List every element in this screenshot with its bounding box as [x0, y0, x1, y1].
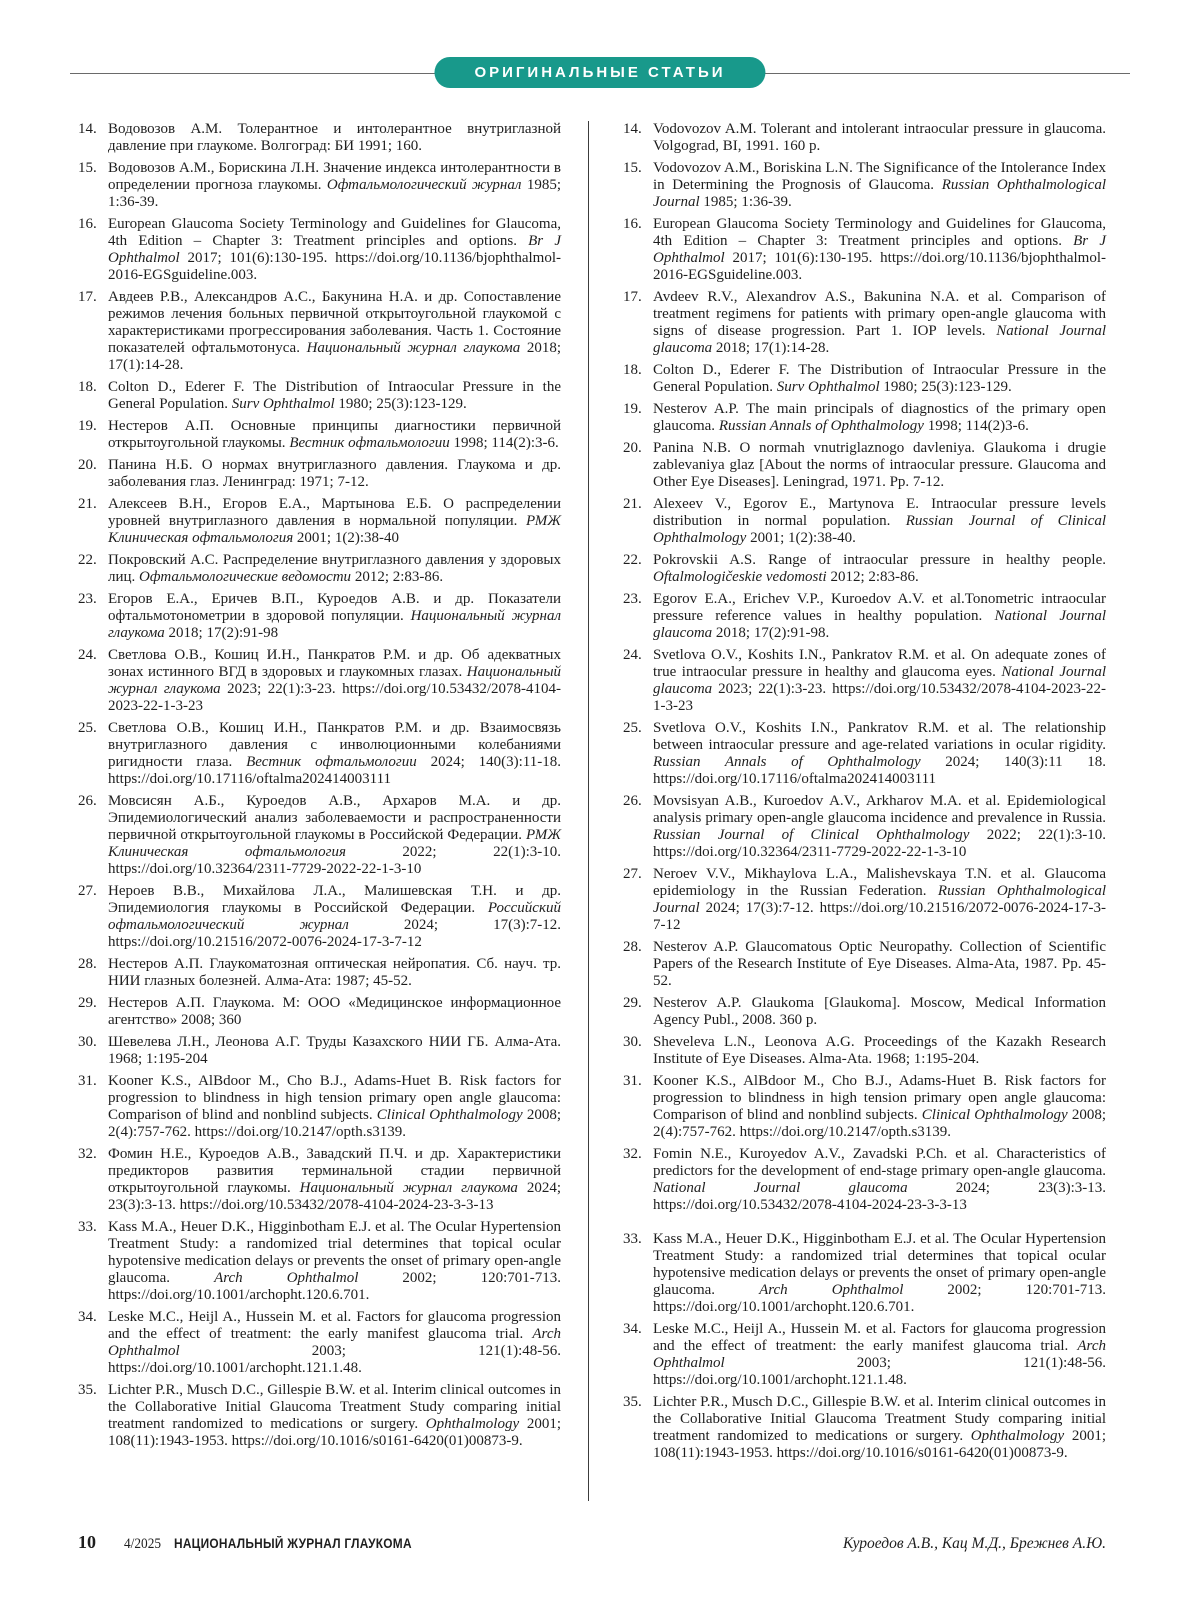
footer-journal-info — [78, 1532, 445, 1553]
reference-text: Nesterov A.P. The main principals of diagnostics of the primary open glaucoma. Russian Annals of Ophthalmology 1998; 114(2)3-6. — [653, 401, 1106, 434]
reference-number: 21. — [623, 496, 642, 512]
reference-item — [78, 1073, 561, 1141]
reference-text: Панина Н.Б. О нормах внутриглазного давления. Глаукома и др. заболевания глаз. Ленинград: 1971; 7-12. — [108, 457, 561, 490]
reference-item — [78, 418, 561, 452]
reference-text: Pokrovskii A.S. Range of intraocular pressure in healthy people. Oftalmologičeskie vedomosti 2012; 2:83-86. — [653, 552, 1106, 585]
reference-number: 20. — [78, 457, 97, 473]
journal-name-italic: Ophthalmology — [970, 1428, 1065, 1444]
reference-number: 35. — [623, 1394, 642, 1410]
reference-text: Egorov E.A., Erichev V.P., Kuroedov A.V. et al.Tonometric intraocular pressure reference values in healthy population. National Journal glaucoma 2018; 17(2):91-98. — [653, 591, 1106, 641]
reference-text: Водовозов А.М., Борискина Л.Н. Значение индекса интолерантности в определении прогноза глаукомы. Офтальмологический журнал 1985; 1:36-39. — [108, 160, 562, 210]
reference-text: Светлова О.В., Кошиц И.Н., Панкратов Р.М. и др. Взаимосвязь внутриглазного давления с инволюционными колебаниями ригидности глаза. Вестник офтальмологии 2024; 140(3):11-18. https://doi.org/10.17116/oftalma202414003111 — [108, 720, 561, 787]
reference-item — [623, 1321, 1106, 1389]
journal-name-italic: Clinical Ophthalmology — [376, 1107, 523, 1123]
references-column-english — [623, 121, 1106, 1467]
reference-text: Lichter P.R., Musch D.C., Gillespie B.W. et al. Interim clinical outcomes in the Collaborative Initial Glaucoma Treatment Study comparing initial treatment randomized to medications or surgery. Ophthalmology 2001; 108(11):1943-1953. https://doi.org/10.1016/s0161-6420(01)00873-9. — [108, 1382, 561, 1449]
reference-item — [623, 591, 1106, 642]
journal-name-italic: Arch Ophthalmol — [759, 1282, 904, 1298]
reference-item — [623, 1231, 1106, 1316]
reference-number: 33. — [623, 1231, 642, 1247]
reference-item — [78, 793, 561, 878]
reference-number: 34. — [78, 1309, 97, 1325]
journal-name-italic: РМЖ Клиническая офтальмология — [108, 827, 561, 860]
journal-name-italic: Офтальмологический журнал — [326, 177, 522, 193]
footer-authors: Куроедов А.В., Кац М.Д., Брежнев А.Ю. — [842, 1535, 1106, 1552]
reference-text: Kooner K.S., AlBdoor M., Cho B.J., Adams-Huet B. Risk factors for progression to blindness in high tension primary open angle glaucoma: Comparison of blind and nonblind subjects. Clinical Ophthalmology 2008; 2(4):757-762. https://doi.org/10.2147/opth.s3139. — [108, 1073, 561, 1140]
journal-name-italic: Вестник офтальмологии — [289, 435, 450, 451]
reference-number: 16. — [623, 216, 642, 232]
reference-number: 26. — [623, 793, 642, 809]
reference-number: 23. — [78, 591, 97, 607]
reference-number: 22. — [623, 552, 642, 568]
journal-name-italic: National Journal glaucoma — [653, 664, 1106, 697]
journal-name-italic: РМЖ Клиническая офтальмология — [108, 513, 561, 546]
section-badge-label: ОРИГИНАЛЬНЫЕ СТАТЬИ — [474, 64, 726, 81]
reference-number: 30. — [78, 1034, 97, 1050]
reference-item — [78, 121, 561, 155]
journal-name-italic: National Journal glaucoma — [653, 323, 1106, 356]
journal-name-italic: Arch Ophthalmol — [108, 1326, 561, 1359]
reference-number: 24. — [78, 647, 97, 663]
reference-item — [78, 379, 561, 413]
reference-text: Vodovozov A.M. Tolerant and intolerant intraocular pressure in glaucoma. Volgograd, BI, 1991. 160 p. — [653, 121, 1106, 154]
reference-number: 34. — [623, 1321, 642, 1337]
reference-item — [623, 289, 1106, 357]
reference-text: Fomin N.E., Kuroyedov A.V., Zavadski P.Ch. et al. Characteristics of predictors for the development of end-stage primary open-angle glaucoma. National Journal glaucoma 2024; 23(3):3-13. https://doi.org/10.53432/2078-4104-2024-23-3-3-13 — [653, 1146, 1106, 1213]
reference-text: Movsisyan A.B., Kuroedov A.V., Arkharov M.A. et al. Epidemiological analysis primary open-angle glaucoma incidence and prevalence in Russia. Russian Journal of Clinical Ophthalmology 2022; 22(1):3-10. https://doi.org/10.32364/2311-7729-2022-22-1-3-10 — [653, 793, 1106, 860]
reference-number: 16. — [78, 216, 97, 232]
reference-text: Lichter P.R., Musch D.C., Gillespie B.W. et al. Interim clinical outcomes in the Collaborative Initial Glaucoma Treatment Study comparing initial treatment randomized to medications or surgery. Ophthalmology 2001; 108(11):1943-1953. https://doi.org/10.1016/s0161-6420(01)00873-9. — [653, 1394, 1106, 1461]
journal-name-italic: Br J Ophthalmol — [653, 233, 1106, 266]
reference-text: Nesterov A.P. Glaukoma [Glaukoma]. Moscow, Medical Information Agency Publ., 2008. 360 p. — [653, 995, 1106, 1028]
journal-name-italic: Russian Annals of Ophthalmology — [718, 418, 924, 434]
reference-number: 22. — [78, 552, 97, 568]
reference-item — [78, 457, 561, 491]
reference-item — [78, 289, 561, 374]
reference-text: Neroev V.V., Mikhaylova L.A., Malishevskaya T.N. et al. Glaucoma epidemiology in the Russian Federation. Russian Ophthalmological Journal 2024; 17(3):7-12. https://doi.org/10.21516/2072-0076-2024-17-3-7-12 — [653, 866, 1106, 933]
reference-text: Егоров Е.А., Еричев В.П., Куроедов А.В. и др. Показатели офтальмотонометрии в здоровой популяции. Национальный журнал глаукома 2018; 17(2):91-98 — [108, 591, 561, 641]
reference-text: Нероев В.В., Михайлова Л.А., Малишевская Т.Н. и др. Эпидемиология глаукомы в Российской Федерации. Российский офтальмологический журнал 2024; 17(3):7-12. https://doi.org/10.21516/2072-0076-2024-17-3-7-12 — [108, 883, 561, 950]
journal-name-italic: Национальный журнал глаукома — [108, 664, 561, 697]
reference-item — [78, 552, 561, 586]
reference-item — [623, 440, 1106, 491]
issue-number: 4/2025 — [124, 1536, 162, 1552]
reference-item — [78, 720, 561, 788]
journal-name-italic: Национальный журнал глаукома — [306, 340, 521, 356]
reference-number: 23. — [623, 591, 642, 607]
reference-text: Kooner K.S., AlBdoor M., Cho B.J., Adams-Huet B. Risk factors for progression to blindness in high tension primary open angle glaucoma: Comparison of blind and nonblind subjects. Clinical Ophthalmology 2008; 2(4):757-762. https://doi.org/10.2147/opth.s3139. — [653, 1073, 1106, 1140]
reference-text: Kass M.A., Heuer D.K., Higginbotham E.J. et al. The Ocular Hypertension Treatment Study: a randomized trial determines that topical ocular hypotensive medication delays or prevents the onset of primary open-angle glaucoma. Arch Ophthalmol 2002; 120:701-713. https://doi.org/10.1001/archopht.120.6.701. — [653, 1231, 1106, 1315]
journal-name-italic: National Journal glaucoma — [653, 1180, 908, 1196]
reference-number: 14. — [623, 121, 642, 137]
column-divider — [588, 121, 589, 1501]
reference-item — [78, 160, 561, 211]
reference-number: 18. — [623, 362, 642, 378]
reference-number: 31. — [78, 1073, 97, 1089]
reference-text: Нестеров А.П. Основные принципы диагностики первичной открытоугольной глаукомы. Вестник офтальмологии 1998; 114(2):3-6. — [108, 418, 561, 451]
reference-number: 25. — [623, 720, 642, 736]
journal-name-italic: National Journal glaucoma — [653, 608, 1106, 641]
reference-text: Авдеев Р.В., Александров А.С., Бакунина Н.А. и др. Сопоставление режимов лечения больных первичной открытоугольной глаукомой с характеристиками прогрессирования заболевания. Часть 1. Состояние показателей офтальмотонуса. Национальный журнал глаукома 2018; 17(1):14-28. — [108, 289, 562, 373]
reference-item — [78, 883, 561, 951]
page-footer — [78, 1532, 1106, 1553]
reference-text: Шевелева Л.Н., Леонова А.Г. Труды Казахского НИИ ГБ. Алма-Ата. 1968; 1:195-204 — [108, 1034, 561, 1067]
reference-text: Alexeev V., Egorov E., Martynova E. Intraocular pressure levels distribution in normal population. Russian Journal of Clinical Ophthalmology 2001; 1(2):38-40. — [653, 496, 1106, 546]
reference-item — [78, 591, 561, 642]
reference-item — [78, 995, 561, 1029]
reference-item — [623, 1146, 1106, 1214]
reference-text: Kass M.A., Heuer D.K., Higginbotham E.J. et al. The Ocular Hypertension Treatment Study: a randomized trial determines that topical ocular hypotensive medication delays or prevents the onset of primary open-angle glaucoma. Arch Ophthalmol 2002; 120:701-713. https://doi.org/10.1001/archopht.120.6.701. — [108, 1219, 561, 1303]
reference-number: 14. — [78, 121, 97, 137]
reference-text: Vodovozov A.M., Boriskina L.N. The Significance of the Intolerance Index in Determining the Prognosis of Glaucoma. Russian Ophthalmological Journal 1985; 1:36-39. — [653, 160, 1107, 210]
reference-text: Nesterov A.P. Glaucomatous Optic Neuropathy. Collection of Scientific Papers of the Research Institute of Eye Diseases. Alma-Ata, 1987. Pp. 45-52. — [653, 939, 1106, 989]
reference-text: Svetlova O.V., Koshits I.N., Pankratov R.M. et al. On adequate zones of true intraocular pressure in healthy and glaucoma eyes. National Journal glaucoma 2023; 22(1):3-23. https://doi.org/10.53432/2078-4104-2023-22-1-3-23 — [653, 647, 1106, 714]
journal-name-italic: Национальный журнал глаукома — [108, 608, 561, 641]
journal-name-italic: Вестник офтальмологии — [246, 754, 417, 770]
reference-text: Нестеров А.П. Глаукоматозная оптическая нейропатия. Сб. науч. тр. НИИ глазных болезней. Алма-Ата: 1987; 45-52. — [108, 956, 561, 989]
reference-item — [78, 647, 561, 715]
reference-number: 35. — [78, 1382, 97, 1398]
journal-name-italic: Национальный журнал глаукома — [299, 1180, 518, 1196]
reference-item — [78, 496, 561, 547]
reference-item — [78, 1146, 561, 1214]
reference-number: 20. — [623, 440, 642, 456]
journal-name-italic: Офтальмологические ведомости — [139, 569, 352, 585]
journal-name-italic: Russian Journal of Clinical Ophthalmology — [653, 513, 1106, 546]
reference-number: 15. — [623, 160, 642, 176]
reference-number: 28. — [78, 956, 97, 972]
reference-text: Водовозов А.М. Толерантное и интолерантное внутриглазной давление при глаукоме. Волгоград: БИ 1991; 160. — [108, 121, 561, 154]
reference-item — [78, 956, 561, 990]
reference-number: 30. — [623, 1034, 642, 1050]
reference-item — [623, 362, 1106, 396]
reference-text: Avdeev R.V., Alexandrov A.S., Bakunina N.A. et al. Comparison of treatment regimens for patients with primary open-angle glaucoma with signs of disease progression. Part 1. IOP levels. National Journal glaucoma 2018; 17(1):14-28. — [653, 289, 1106, 356]
reference-text: Алексеев В.Н., Егоров Е.А., Мартынова Е.Б. О распределении уровней внутриглазного давления в нормальной популяции. РМЖ Клиническая офтальмология 2001; 1(2):38-40 — [108, 496, 561, 546]
reference-number: 19. — [623, 401, 642, 417]
reference-number: 24. — [623, 647, 642, 663]
reference-text: Leske M.C., Heijl A., Hussein M. et al. Factors for glaucoma progression and the effect of treatment: the early manifest glaucoma trial. Arch Ophthalmol 2003; 121(1):48-56. https://doi.org/10.1001/archopht.121.1.48. — [653, 1321, 1106, 1388]
journal-name-italic: Russian Journal of Clinical Ophthalmology — [653, 827, 970, 843]
reference-text: Svetlova O.V., Koshits I.N., Pankratov R.M. et al. The relationship between intraocular pressure and age-related variations in ocular rigidity. Russian Annals of Ophthalmology 2024; 140(3):11 18. https://doi.org/10.17116/oftalma202414003111 — [653, 720, 1106, 787]
journal-title: НАЦИОНАЛЬНЫЙ ЖУРНАЛ ГЛАУКОМА — [174, 1536, 413, 1551]
reference-number: 29. — [78, 995, 97, 1011]
reference-item — [623, 939, 1106, 990]
journal-name-italic: Arch Ophthalmol — [653, 1338, 1106, 1371]
reference-item — [623, 160, 1106, 211]
reference-text: Покровский А.С. Распределение внутриглазного давления у здоровых лиц. Офтальмологические ведомости 2012; 2:83-86. — [108, 552, 561, 585]
reference-text: European Glaucoma Society Terminology and Guidelines for Glaucoma, 4th Edition – Chapter 3: Treatment principles and options. Br J Ophthalmol 2017; 101(6):130-195. https://doi.org/10.1136/bjophthalmol-2016-EGSguideline.003. — [653, 216, 1106, 283]
journal-name-italic: Surv Ophthalmol — [776, 379, 880, 395]
page-number: 10 — [78, 1532, 96, 1552]
reference-text: Фомин Н.Е., Куроедов А.В., Завадский П.Ч. и др. Характеристики предикторов развития терминальной стадии первичной открытоугольной глаукомы. Национальный журнал глаукома 2024; 23(3):3-13. https://doi.org/10.53432/2078-4104-2024-23-3-3-13 — [108, 1146, 562, 1213]
reference-item — [623, 496, 1106, 547]
references-column-russian — [78, 121, 561, 1455]
reference-item — [78, 1309, 561, 1377]
journal-name-italic: Surv Ophthalmol — [231, 396, 335, 412]
reference-number: 32. — [78, 1146, 97, 1162]
reference-item — [623, 121, 1106, 155]
journal-name-italic: Arch Ophthalmol — [214, 1270, 359, 1286]
reference-number: 31. — [623, 1073, 642, 1089]
journal-name-italic: Oftalmologičeskie vedomosti — [653, 569, 827, 585]
reference-number: 29. — [623, 995, 642, 1011]
journal-name-italic: Russian Annals of Ophthalmology — [653, 754, 921, 770]
reference-text: Panina N.B. O normah vnutriglaznogo davleniya. Glaukoma i drugie zablevaniya glaz [About the norms of intraocular pressure. Glaucoma and Other Eye Diseases]. Leningrad, 1971. Pp. 7-12. — [653, 440, 1106, 490]
reference-number: 17. — [623, 289, 642, 305]
reference-item — [623, 1073, 1106, 1141]
journal-name-italic: Russian Ophthalmological Journal — [653, 883, 1106, 916]
reference-text: Нестеров А.П. Глаукома. М: ООО «Медицинское информационное агентство» 2008; 360 — [108, 995, 561, 1028]
reference-number: 15. — [78, 160, 97, 176]
reference-text: Colton D., Ederer F. The Distribution of Intraocular Pressure in the General Population. Surv Ophthalmol 1980; 25(3):123-129. — [653, 362, 1106, 395]
reference-item — [623, 401, 1106, 435]
reference-item — [78, 1219, 561, 1304]
reference-text: Colton D., Ederer F. The Distribution of Intraocular Pressure in the General Population. Surv Ophthalmol 1980; 25(3):123-129. — [108, 379, 561, 412]
reference-item — [623, 647, 1106, 715]
reference-number: 26. — [78, 793, 97, 809]
reference-text: Leske M.C., Heijl A., Hussein M. et al. Factors for glaucoma progression and the effect of treatment: the early manifest glaucoma trial. Arch Ophthalmol 2003; 121(1):48-56. https://doi.org/10.1001/archopht.121.1.48. — [108, 1309, 561, 1376]
reference-item — [78, 1034, 561, 1068]
reference-text: European Glaucoma Society Terminology and Guidelines for Glaucoma, 4th Edition – Chapter 3: Treatment principles and options. Br J Ophthalmol 2017; 101(6):130-195. https://doi.org/10.1136/bjophthalmol-2016-EGSguideline.003. — [108, 216, 561, 283]
reference-number: 17. — [78, 289, 97, 305]
reference-number: 25. — [78, 720, 97, 736]
journal-name-italic: Russian Ophthalmological Journal — [653, 177, 1107, 210]
journal-name-italic: Br J Ophthalmol — [108, 233, 561, 266]
reference-item — [623, 1394, 1106, 1462]
reference-item — [78, 1382, 561, 1450]
journal-name-italic: Clinical Ophthalmology — [921, 1107, 1068, 1123]
section-badge — [434, 57, 765, 88]
journal-name-italic: Ophthalmology — [425, 1416, 520, 1432]
reference-item — [623, 552, 1106, 586]
reference-number: 21. — [78, 496, 97, 512]
reference-number: 32. — [623, 1146, 642, 1162]
reference-text: Светлова О.В., Кошиц И.Н., Панкратов Р.М. и др. Об адекватных зонах истинного ВГД в здоровых и глаукомных глазах. Национальный журнал глаукома 2023; 22(1):3-23. https://doi.org/10.53432/2078-4104-2023-22-1-3-23 — [108, 647, 561, 714]
reference-item — [78, 216, 561, 284]
reference-number: 28. — [623, 939, 642, 955]
reference-item — [623, 793, 1106, 861]
reference-number: 33. — [78, 1219, 97, 1235]
reference-number: 18. — [78, 379, 97, 395]
reference-number: 27. — [78, 883, 97, 899]
reference-item — [623, 866, 1106, 934]
journal-name-italic: Российский офтальмологический журнал — [108, 900, 561, 933]
reference-item — [623, 1034, 1106, 1068]
reference-number: 27. — [623, 866, 642, 882]
reference-item — [623, 216, 1106, 284]
reference-text: Sheveleva L.N., Leonova A.G. Proceedings of the Kazakh Research Institute of Eye Diseases. Alma-Ata. 1968; 1:195-204. — [653, 1034, 1106, 1067]
reference-number: 19. — [78, 418, 97, 434]
reference-item — [623, 995, 1106, 1029]
reference-text: Мовсисян А.Б., Куроедов А.В., Архаров М.А. и др. Эпидемиологический анализ заболеваемости и распространенности первичной открытоугольной глаукомы в Российской Федерации. РМЖ Клиническая офтальмология 2022; 22(1):3-10. https://doi.org/10.32364/2311-7729-2022-22-1-3-10 — [108, 793, 561, 877]
reference-item — [623, 720, 1106, 788]
